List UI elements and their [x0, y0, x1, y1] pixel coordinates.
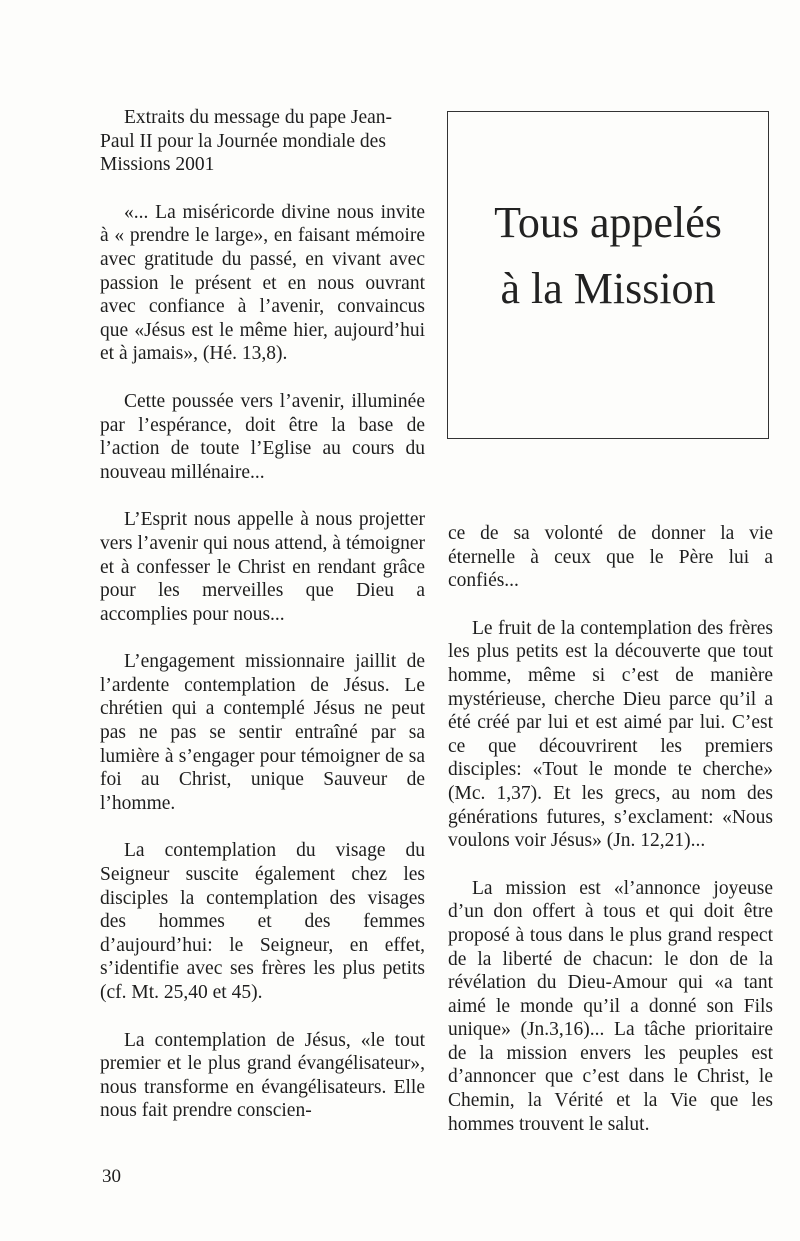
body-paragraph: L’Esprit nous appelle à nous projetter vers l’avenir qui nous attend, à témoigner et à confesser le Christ en rendant grâce pour les merveilles que Dieu a accomplies pour nous...: [100, 509, 425, 625]
page-number: 30: [102, 1166, 121, 1187]
body-paragraph: La contemplation du visage du Seigneur suscite également chez les disciples la contemplation des visages des hommes et des femmes d’aujourd’hui: le Seigneur, en effet, s’identifie avec ses frères les plus petits (cf. Mt. 25,40 et 45).: [100, 840, 425, 1003]
body-paragraph: Le fruit de la contemplation des frères les plus petits est la découverte que tout homme, même si c’est de manière mystérieuse, cherche Dieu parce qu’il a été créé par lui et est aimé par lui. C’est ce que découvrirent les premiers disciples: «Tout le monde te cherche» (Mc. 1,37). Et les grecs, au nom des générations futures, s’exclament: «Nous voulons voir Jésus» (Jn. 12,21)...: [448, 617, 773, 852]
body-paragraph: La contemplation de Jésus, «le tout premier et le plus grand évangélisateur», nous transforme en évangélisateurs. Elle nous fait prendre conscien-: [100, 1029, 425, 1122]
intro-paragraph: Extraits du message du pape Jean-Paul II pour la Journée mondiale des Missions 2001: [100, 107, 393, 176]
left-column: [100, 106, 425, 1147]
body-paragraph: L’engagement missionnaire jaillit de l’ardente contemplation de Jésus. Le chrétien qui a contemplé Jésus ne peut pas ne pas se sentir entraîné par sa lumière à s’engager pour témoigner de sa foi au Christ, unique Sauveur de l’homme.: [100, 651, 425, 814]
title-box: [447, 111, 769, 439]
title-line-1: Tous appelés: [494, 198, 722, 247]
body-paragraph: Cette poussée vers l’avenir, illuminée par l’espérance, doit être la base de l’action de toute l’Eglise au cours du nouveau millénaire...: [100, 390, 425, 483]
continued-paragraph: ce de sa volonté de donner la vie éternelle à ceux que le Père lui a confiés...: [448, 523, 773, 592]
right-column: [448, 522, 773, 1160]
title-line-2: à la Mission: [500, 264, 716, 313]
body-paragraph: «... La miséricorde divine nous invite à « prendre le large», en faisant mémoire avec gratitude du passé, en vivant avec passion le présent et en nous ouvrant avec confiance à l’avenir, convaincus que «Jésus est le même hier, aujourd’hui et à jamais», (Hé. 13,8).: [100, 201, 425, 365]
body-paragraph: La mission est «l’annonce joyeuse d’un don offert à tous et qui doit être proposé à tous dans le plus grand respect de la liberté de chacun: le don de la révélation du Dieu-Amour qui «a tant aimé le monde qu’il a donné son Fils unique» (Jn.3,16)... La tâche prioritaire de la mission envers les peuples est d’annoncer que c’est dans le Christ, le Chemin, la Vérité et la Vie que les hommes trouvent le salut.: [448, 877, 773, 1135]
